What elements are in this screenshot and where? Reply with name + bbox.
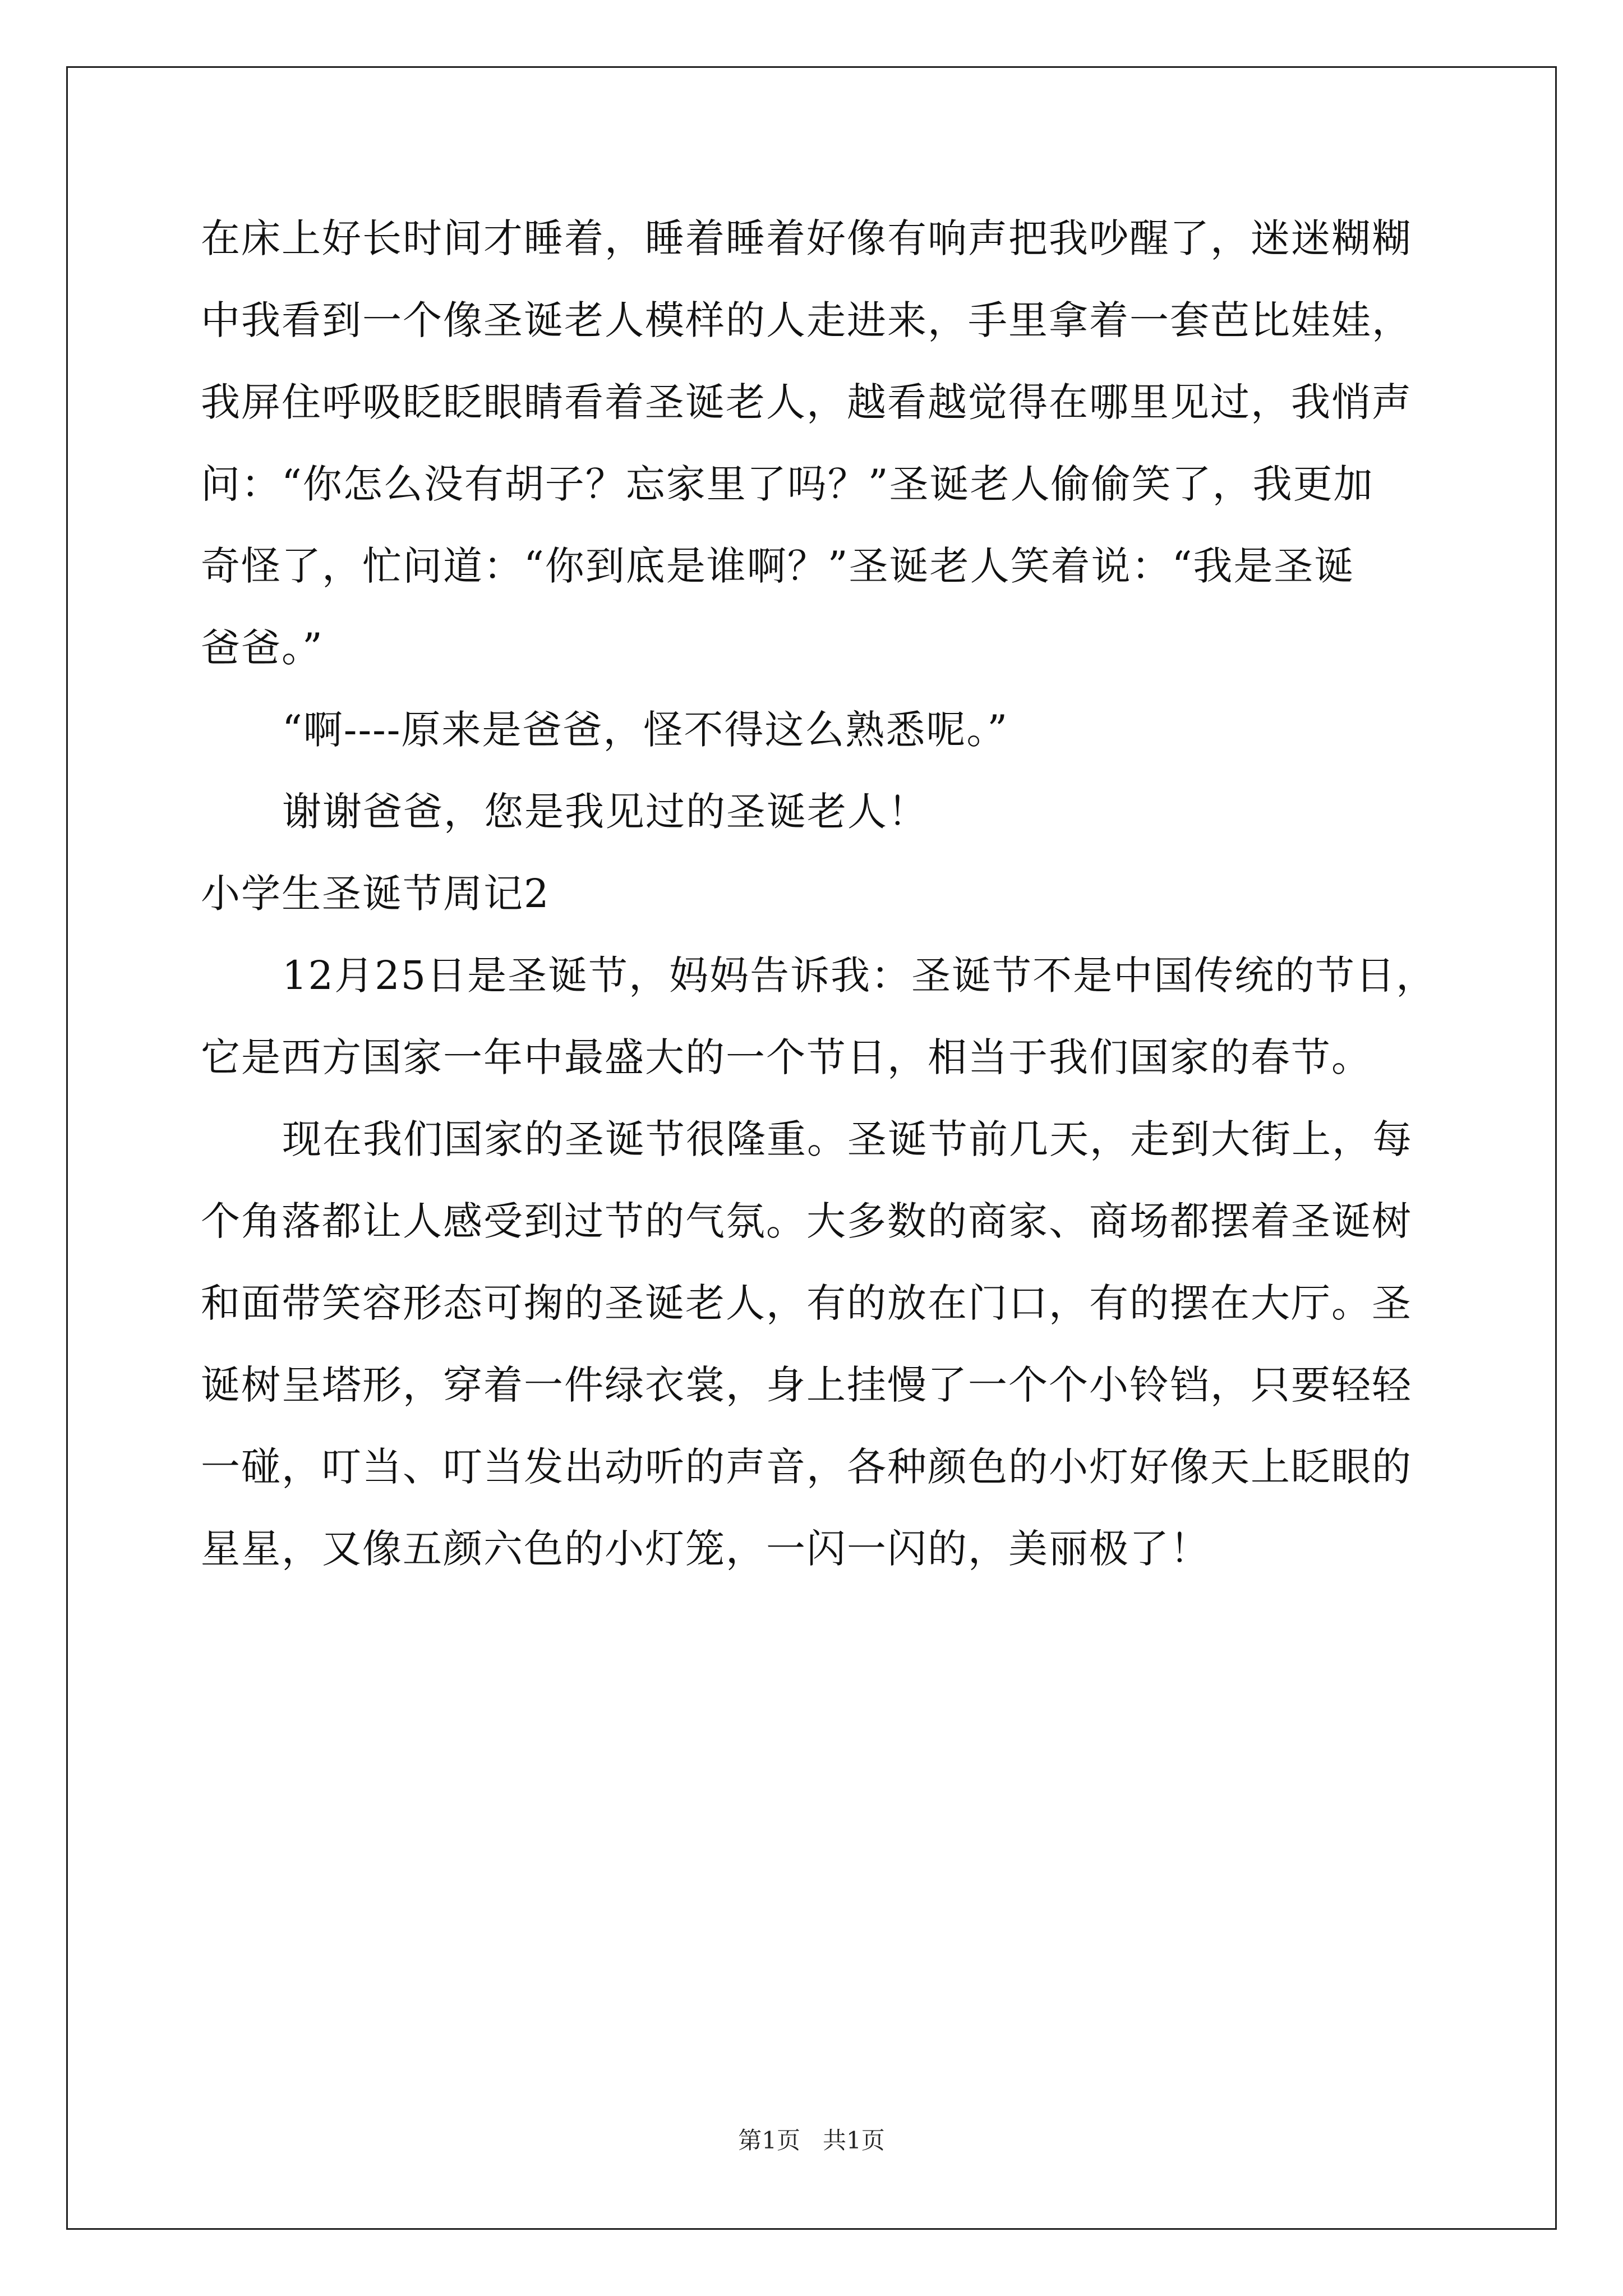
page-footer: 第1页 共1页 — [738, 2127, 885, 2154]
document-body — [201, 215, 1468, 1572]
body-line: 奇怪了，忙问道：“你到底是谁啊？”圣诞老人笑着说：“我是圣诞 — [201, 543, 1355, 589]
body-line: 爸爸。” — [201, 625, 324, 671]
section-heading: 小学生圣诞节周记2 — [201, 871, 550, 917]
body-line: 和面带笑容形态可掬的圣诞老人，有的放在门口，有的摆在大厅。圣 — [201, 1280, 1412, 1326]
paragraph-start-line: 现在我们国家的圣诞节很隆重。圣诞节前几天，走到大街上，每 — [282, 1116, 1413, 1162]
body-line: 问：“你怎么没有胡子？忘家里了吗？”圣诞老人偷偷笑了，我更加 — [201, 461, 1374, 507]
body-line: 星星，又像五颜六色的小灯笼，一闪一闪的，美丽极了！ — [201, 1526, 1210, 1572]
body-line: 在床上好长时间才睡着，睡着睡着好像有响声把我吵醒了，迷迷糊糊 — [201, 215, 1412, 261]
paragraph-start-line: 12月25日是圣诞节，妈妈告诉我：圣诞节不是中国传统的节日， — [282, 953, 1437, 999]
paragraph-start-line: “啊----原来是爸爸，怪不得这么熟悉呢。” — [282, 707, 1009, 753]
body-line: 中我看到一个像圣诞老人模样的人走进来，手里拿着一套芭比娃娃， — [201, 297, 1412, 343]
body-line: 个角落都让人感受到过节的气氛。大多数的商家、商场都摆着圣诞树 — [201, 1198, 1412, 1244]
body-line: 它是西方国家一年中最盛大的一个节日，相当于我们国家的春节。 — [201, 1034, 1372, 1080]
body-line: 一碰，叮当、叮当发出动听的声音，各种颜色的小灯好像天上眨眼的 — [201, 1444, 1412, 1490]
body-line: 诞树呈塔形，穿着一件绿衣裳，身上挂慢了一个个小铃铛，只要轻轻 — [201, 1362, 1412, 1408]
body-line: 我屏住呼吸眨眨眼睛看着圣诞老人，越看越觉得在哪里见过，我悄声 — [201, 379, 1412, 425]
paragraph-start-line: 谢谢爸爸，您是我见过的圣诞老人！ — [282, 789, 928, 835]
